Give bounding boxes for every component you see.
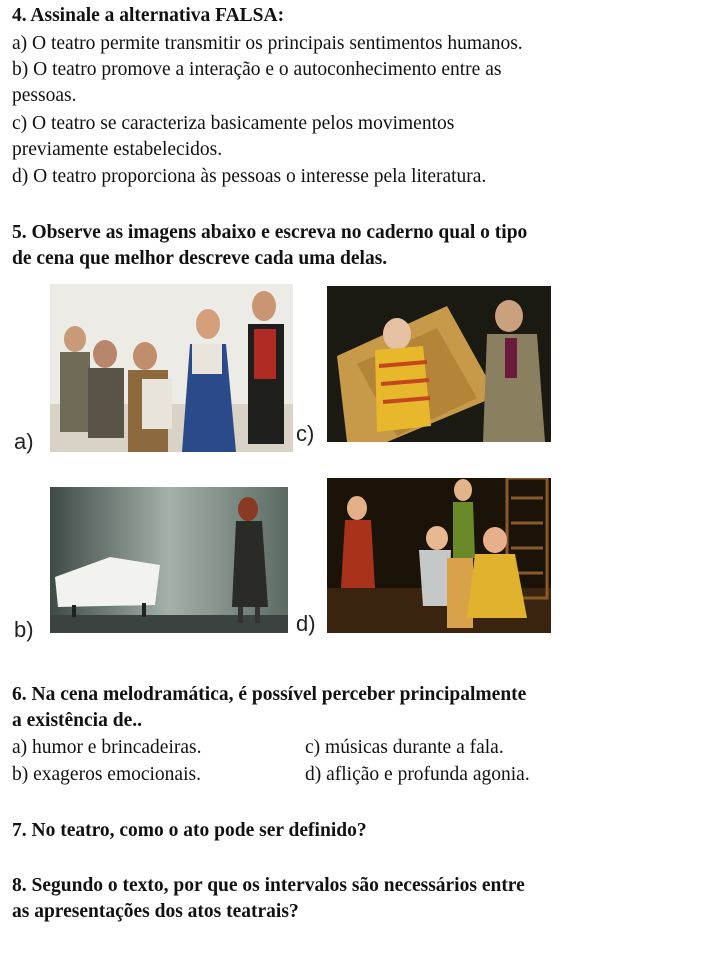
q4-option-b-line2: pessoas. [12, 85, 77, 106]
photo-label-c: c) [296, 421, 315, 446]
q7-title: 7. No teatro, como o ato pode ser definido? [12, 820, 367, 841]
q6-title-line1: 6. Na cena melodramática, é possível perceber principalmente [12, 684, 527, 705]
photo-label-b: b) [14, 617, 34, 642]
q6-option-a: a) humor e brincadeiras. [12, 737, 202, 758]
q5-title-line1: 5. Observe as imagens abaixo e escreva no caderno qual o tipo [12, 222, 528, 243]
photo-b-drama-scene [50, 487, 288, 633]
q6-row2 [12, 763, 530, 787]
q4-option-b-line1: b) O teatro promove a interação e o autoconhecimento entre as [12, 59, 502, 80]
photo-a-melodrama-scene [50, 284, 293, 452]
photo-label-d: d) [296, 611, 316, 636]
q6-row1 [12, 736, 504, 760]
q6-option-c: c) músicas durante a fala. [305, 737, 504, 758]
q4-option-d: d) O teatro proporciona às pessoas o interesse pela literatura. [12, 166, 487, 187]
q6-option-b: b) exageros emocionais. [12, 764, 201, 785]
photo-label-a: a) [14, 429, 34, 454]
photo-d-farce-scene [327, 478, 551, 633]
q4-option-a: a) O teatro permite transmitir os principais sentimentos humanos. [12, 33, 523, 54]
q5-title-line2: de cena que melhor descreve cada uma delas. [12, 248, 388, 269]
q6-option-d: d) aflição e profunda agonia. [305, 764, 530, 785]
q8-title-line2: as apresentações dos atos teatrais? [12, 901, 299, 922]
q6-title-line2: a existência de.. [12, 710, 142, 731]
q8-title-line1: 8. Segundo o texto, por que os intervalos são necessários entre [12, 875, 525, 896]
q4-title: 4. Assinale a alternativa FALSA: [12, 5, 285, 26]
photo-c-comedy-scene [327, 286, 551, 442]
q4-option-c-line2: previamente estabelecidos. [12, 139, 223, 160]
q4-option-c-line1: c) O teatro se caracteriza basicamente pelos movimentos [12, 113, 455, 134]
